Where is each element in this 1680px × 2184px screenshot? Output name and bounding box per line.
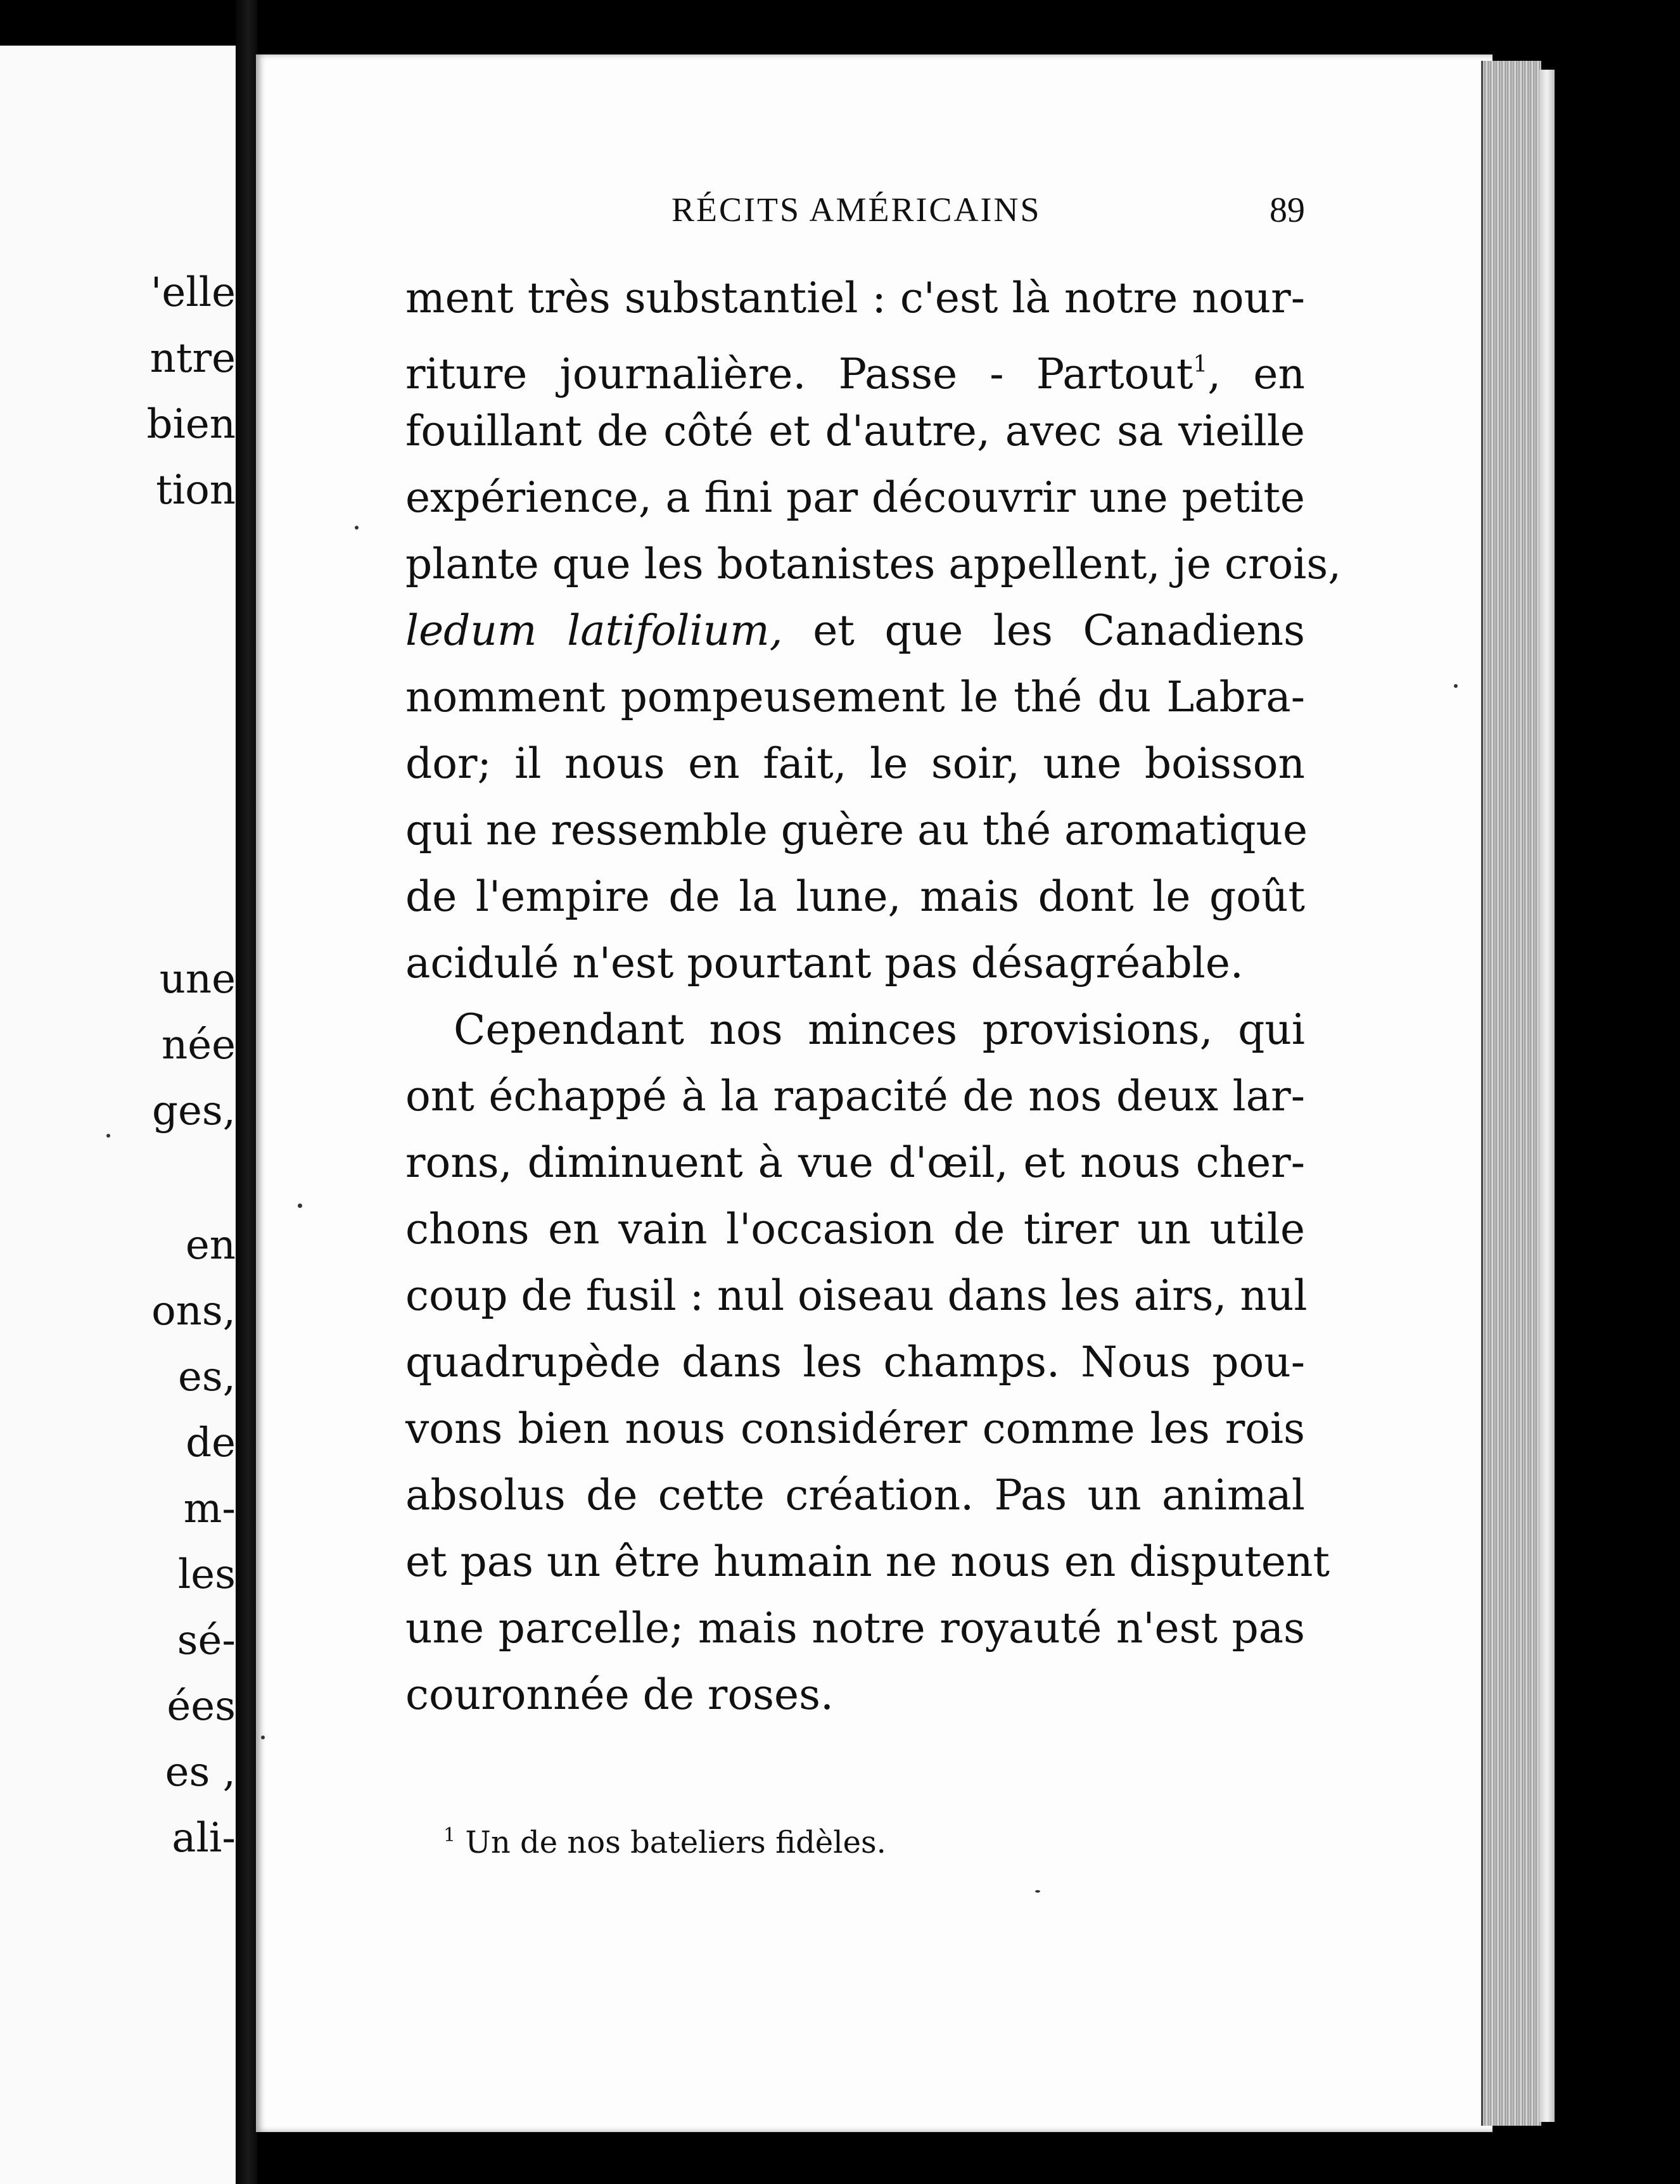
- left-fragment: une: [159, 956, 236, 1003]
- page-edges: [1481, 61, 1541, 2126]
- left-fragment: m-: [183, 1485, 236, 1532]
- text-line: expérience, a fini par découvrir une petite: [405, 473, 1305, 522]
- left-fragment: sé-: [177, 1617, 236, 1664]
- text-line: ment très substantiel : c'est là notre nour-: [405, 274, 1305, 322]
- text-line: quadrupède dans les champs. Nous pou-: [405, 1338, 1305, 1387]
- left-fragment: en: [185, 1222, 236, 1269]
- running-title: RÉCITS AMÉRICAINS: [671, 191, 1041, 229]
- left-fragment: ali-: [172, 1815, 236, 1862]
- text-line: couronnée de roses.: [405, 1670, 834, 1719]
- text-line: de l'empire de la lune, mais dont le goût: [405, 872, 1305, 921]
- text-line: acidulé n'est pourtant pas désagréable.: [405, 939, 1244, 987]
- left-fragment: ntre: [150, 335, 236, 382]
- text-line: absolus de cette création. Pas un animal: [405, 1471, 1305, 1520]
- text-line: une parcelle; mais notre royauté n'est pas: [405, 1604, 1305, 1653]
- scan-speck: [298, 1203, 302, 1208]
- text-line: fouillant de côté et d'autre, avec sa vieille: [405, 407, 1305, 455]
- footnote: [443, 1824, 1330, 1860]
- footnote-text: Un de nos bateliers fidèles.: [465, 1825, 886, 1860]
- text-line: qui ne ressemble guère au thé aromatique: [405, 806, 1308, 854]
- left-fragment: née: [162, 1022, 236, 1069]
- left-fragment: 'elle: [150, 269, 236, 316]
- text-line: Cependant nos minces provisions, qui: [454, 1005, 1305, 1054]
- footnote-number: 1: [443, 1824, 456, 1846]
- text-line: dor; il nous en fait, le soir, une boisson: [405, 739, 1305, 788]
- text-line: coup de fusil : nul oiseau dans les airs, nul: [405, 1271, 1308, 1320]
- scan-speck: [1454, 684, 1458, 688]
- paragraph-2: [405, 996, 1330, 1728]
- text-line: [405, 597, 1305, 664]
- page-edge-strip: [1539, 70, 1555, 2122]
- left-fragment: ons,: [151, 1288, 236, 1335]
- text-line: et pas un être humain ne nous en disputent: [405, 1537, 1330, 1586]
- italic-latin-name: ledum latifolium,: [405, 606, 783, 655]
- page-number: 89: [1270, 191, 1305, 230]
- scan-speck: [1035, 1890, 1040, 1893]
- text-segment: riture journalière. Passe - Partout: [405, 350, 1193, 398]
- scan-speck: [106, 1134, 110, 1138]
- left-fragment: ées: [167, 1683, 236, 1730]
- left-fragment: bien: [146, 401, 236, 448]
- text-line: plante que les botanistes appellent, je crois,: [405, 540, 1342, 588]
- left-fragment: les: [177, 1551, 236, 1598]
- text-line: ont échappé à la rapacité de nos deux lar-: [405, 1072, 1305, 1121]
- footnote-marker: 1: [1193, 352, 1208, 378]
- body-text: [405, 265, 1342, 1728]
- text-line: nomment pompeusement le thé du Labra-: [405, 673, 1305, 721]
- text-line: chons en vain l'occasion de tirer un utile: [405, 1205, 1305, 1254]
- text-line: rons, diminuent à vue d'œil, et nous cher-: [405, 1138, 1305, 1187]
- text-line: vons bien nous considérer comme les rois: [405, 1404, 1305, 1453]
- left-facing-page: [0, 46, 239, 2184]
- scan-speck: [355, 526, 359, 530]
- text-segment: et que les Canadiens: [782, 606, 1305, 655]
- left-fragment: es ,: [165, 1749, 236, 1796]
- book-spine: [236, 0, 257, 2184]
- text-segment: , en: [1207, 350, 1305, 398]
- scan-speck: [261, 1736, 265, 1739]
- left-fragment: es,: [177, 1354, 236, 1400]
- left-fragment: ges,: [151, 1088, 236, 1134]
- running-head: [405, 190, 1305, 234]
- left-fragment: de: [186, 1419, 236, 1466]
- text-line: [405, 331, 1305, 398]
- left-fragment: tion: [156, 467, 236, 514]
- paragraph-1: [405, 265, 1342, 996]
